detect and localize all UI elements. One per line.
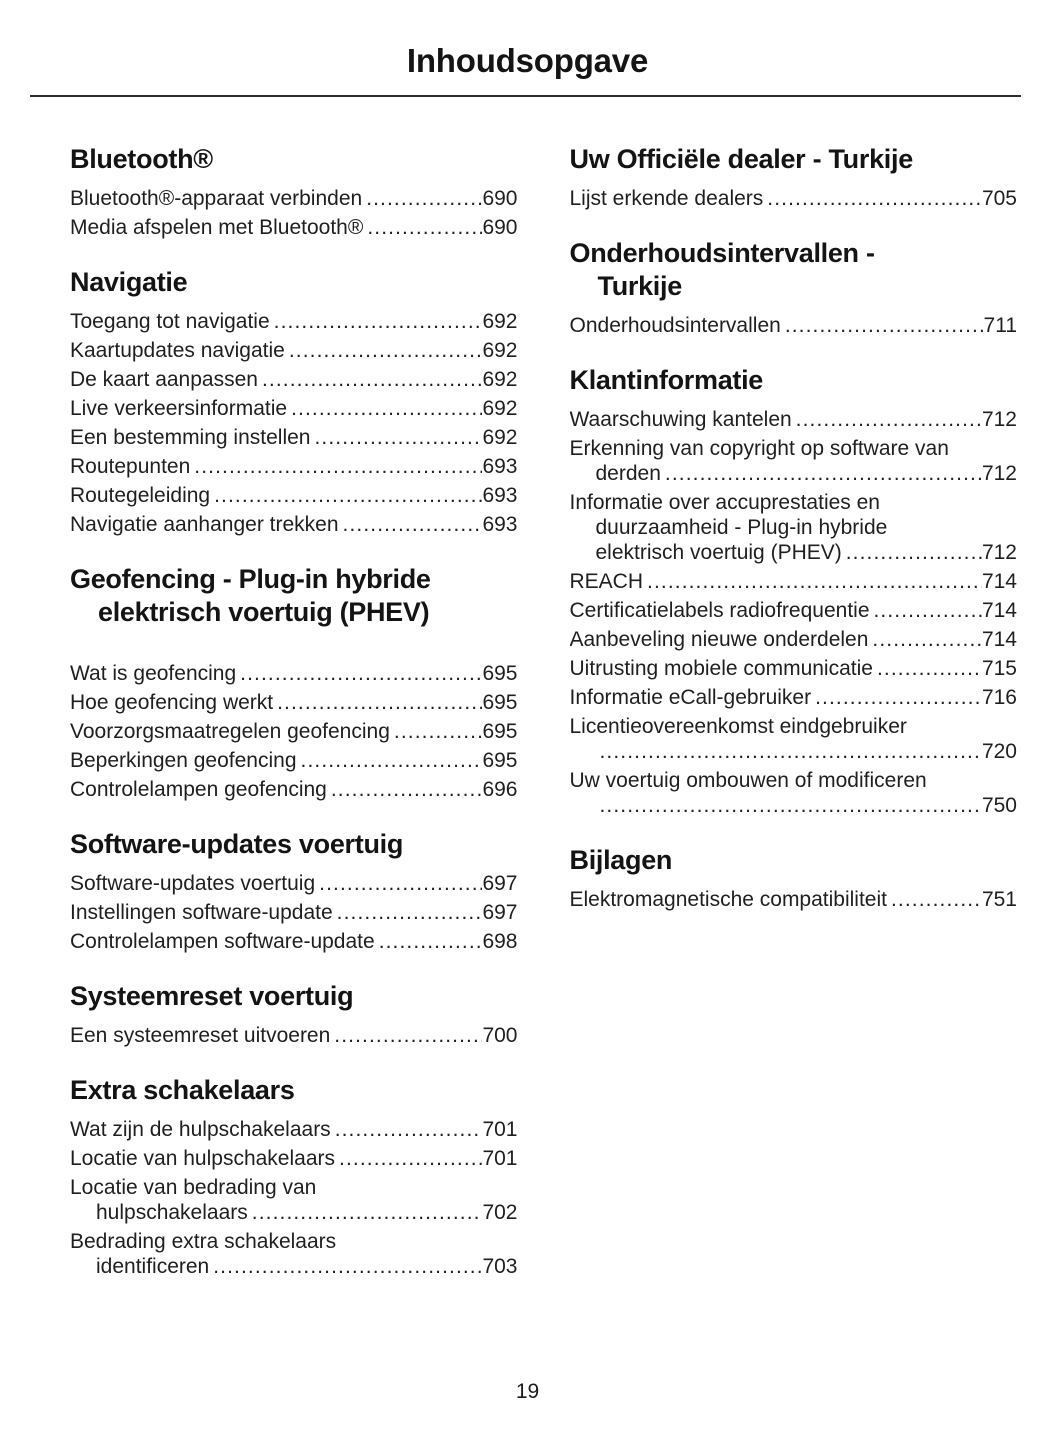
toc-section — [70, 980, 518, 1048]
toc-entry — [570, 490, 1018, 565]
page-title: Inhoudsopgave — [406, 42, 649, 79]
entry-label: Uitrusting mobiele communicatie — [569, 657, 873, 680]
toc-entry — [70, 929, 518, 954]
dot-leader — [846, 540, 982, 565]
section-heading — [70, 563, 518, 629]
toc-entry — [570, 436, 1018, 486]
entry-dotted-line — [570, 793, 1018, 818]
entry-dotted-line — [70, 719, 518, 744]
toc-entry — [570, 569, 1018, 594]
section-heading-line: Bluetooth® — [70, 144, 213, 174]
toc-entry — [70, 719, 518, 744]
toc-section — [70, 143, 518, 240]
section-heading — [570, 364, 1018, 397]
entry-label: Bluetooth®-apparaat verbinden — [70, 187, 363, 210]
section-heading-line: Onderhoudsintervallen - — [569, 238, 875, 268]
entry-dotted-line — [70, 777, 518, 802]
dot-leader — [891, 887, 982, 912]
dot-leader — [291, 396, 482, 421]
section-heading-line: Extra schakelaars — [70, 1075, 295, 1105]
entry-label: Voorzorgsmaatregelen geofencing — [70, 720, 390, 743]
entry-label: identificeren — [96, 1255, 210, 1278]
toc-section — [570, 844, 1018, 912]
section-heading-line: Geofencing - Plug-in hybride — [70, 564, 431, 594]
toc-entry — [570, 407, 1018, 432]
toc-entry — [70, 1175, 518, 1225]
entry-label: Waarschuwing kantelen — [569, 408, 792, 431]
dot-leader — [314, 425, 482, 450]
entry-page-number: 693 — [482, 513, 518, 536]
dot-leader — [274, 309, 483, 334]
entry-dotted-line — [70, 215, 518, 240]
toc-entry — [70, 661, 518, 686]
section-entries — [570, 407, 1018, 818]
toc-columns — [0, 97, 1055, 1380]
toc-entry — [70, 338, 518, 363]
dot-leader — [213, 1254, 482, 1279]
toc-section — [70, 563, 518, 802]
entry-page-number: 693 — [482, 455, 518, 478]
entry-label: Navigatie aanhanger trekken — [70, 513, 339, 536]
dot-leader — [214, 483, 482, 508]
entry-dotted-line — [70, 338, 518, 363]
entry-label: Elektromagnetische compatibiliteit — [569, 888, 887, 911]
entry-page-number: 714 — [981, 570, 1017, 593]
toc-entry — [70, 367, 518, 392]
section-heading — [70, 1074, 518, 1107]
entry-dotted-line — [570, 186, 1018, 211]
entry-page-number: 701 — [482, 1147, 518, 1170]
entry-dotted-line — [70, 483, 518, 508]
entry-text-line: Erkenning van copyright op software van — [569, 437, 949, 460]
entry-label: Certificatielabels radiofrequentie — [569, 599, 870, 622]
entry-dotted-line — [570, 598, 1018, 623]
toc-section — [570, 237, 1018, 338]
entry-label: Wat is geofencing — [70, 662, 237, 685]
entry-page-number: 697 — [482, 872, 518, 895]
toc-section — [70, 828, 518, 954]
toc-entry — [70, 1146, 518, 1171]
toc-entry — [570, 598, 1018, 623]
toc-entry — [70, 425, 518, 450]
entry-page-number: 714 — [981, 628, 1017, 651]
toc-entry — [70, 483, 518, 508]
section-heading — [70, 266, 518, 299]
toc-section — [570, 143, 1018, 211]
entry-dotted-line — [570, 540, 1018, 565]
toc-entry — [570, 656, 1018, 681]
entry-dotted-line — [70, 1254, 518, 1279]
entry-dotted-line — [570, 887, 1018, 912]
toc-entry — [70, 396, 518, 421]
entry-page-number: 700 — [482, 1024, 518, 1047]
dot-leader — [877, 656, 982, 681]
entry-page-number: 690 — [482, 187, 518, 210]
entry-page-number: 712 — [981, 408, 1017, 431]
dot-leader — [874, 598, 982, 623]
toc-entry — [70, 215, 518, 240]
entry-page-number: 695 — [482, 720, 518, 743]
dot-leader — [394, 719, 483, 744]
entry-dotted-line — [70, 661, 518, 686]
section-heading-line: Uw Officiële dealer - Turkije — [569, 144, 913, 174]
section-heading-line: Navigatie — [70, 267, 188, 297]
entry-text-line: Bedrading extra schakelaars — [70, 1230, 337, 1253]
entry-text-line: Locatie van bedrading van — [70, 1176, 317, 1199]
entry-label: Wat zijn de hulpschakelaars — [70, 1118, 331, 1141]
toc-entry — [570, 186, 1018, 211]
dot-leader — [366, 186, 482, 211]
entry-dotted-line — [70, 367, 518, 392]
entry-label: hulpschakelaars — [96, 1201, 248, 1224]
entry-dotted-line — [70, 454, 518, 479]
entry-label: Aanbeveling nieuwe onderdelen — [569, 628, 869, 651]
section-entries — [70, 871, 518, 954]
entry-page-number: 695 — [482, 749, 518, 772]
toc-entry — [70, 1023, 518, 1048]
entry-label: Hoe geofencing werkt — [70, 691, 274, 714]
section-heading-line: Klantinformatie — [569, 365, 764, 395]
entry-page-number: 701 — [482, 1118, 518, 1141]
toc-entry — [70, 748, 518, 773]
dot-leader — [796, 407, 982, 432]
entry-page-number: 751 — [981, 888, 1017, 911]
section-heading — [70, 980, 518, 1013]
entry-label: Controlelampen geofencing — [70, 778, 327, 801]
toc-section — [70, 1074, 518, 1279]
entry-label: Beperkingen geofencing — [70, 749, 297, 772]
entry-label: Onderhoudsintervallen — [569, 314, 781, 337]
entry-dotted-line — [570, 569, 1018, 594]
toc-entry — [570, 627, 1018, 652]
section-heading — [70, 143, 518, 176]
entry-page-number: 720 — [981, 740, 1017, 763]
entry-page-number: 712 — [981, 462, 1017, 485]
entry-dotted-line — [70, 1146, 518, 1171]
entry-dotted-line — [70, 900, 518, 925]
entry-page-number: 712 — [981, 541, 1017, 564]
entry-page-number: 692 — [482, 426, 518, 449]
entry-label: Locatie van hulpschakelaars — [70, 1147, 336, 1170]
section-heading-line: Software-updates voertuig — [70, 829, 404, 859]
entry-dotted-line — [70, 186, 518, 211]
dot-leader — [334, 1023, 482, 1048]
entry-page-number: 703 — [482, 1255, 518, 1278]
dot-leader — [301, 748, 483, 773]
dot-leader — [337, 900, 483, 925]
section-entries — [570, 186, 1018, 211]
toc-entry — [570, 768, 1018, 818]
toc-entry — [70, 186, 518, 211]
toc-entry — [70, 1229, 518, 1279]
toc-column-left — [70, 143, 518, 1283]
entry-label: Controlelampen software-update — [70, 930, 375, 953]
page-number: 19 — [515, 1380, 540, 1403]
entry-dotted-line — [570, 627, 1018, 652]
dot-leader — [277, 690, 482, 715]
entry-dotted-line — [70, 1023, 518, 1048]
entry-dotted-line — [70, 1117, 518, 1142]
entry-page-number: 695 — [482, 691, 518, 714]
toc-entry — [70, 1117, 518, 1142]
dot-leader — [872, 627, 982, 652]
section-heading — [570, 844, 1018, 877]
entry-label: Toegang tot navigatie — [70, 310, 270, 333]
toc-entry — [570, 313, 1018, 338]
entry-page-number: 693 — [482, 484, 518, 507]
dot-leader — [367, 215, 482, 240]
section-entries — [570, 887, 1018, 912]
entry-label: elektrisch voertuig (PHEV) — [595, 541, 842, 564]
entry-page-number: 696 — [482, 778, 518, 801]
entry-label: Een systeemreset uitvoeren — [70, 1024, 331, 1047]
dot-leader — [262, 367, 482, 392]
toc-section — [570, 364, 1018, 818]
dot-leader — [665, 461, 982, 486]
entry-dotted-line — [70, 748, 518, 773]
toc-entry — [70, 900, 518, 925]
dot-leader — [319, 871, 482, 896]
dot-leader — [379, 929, 483, 954]
entry-dotted-line — [70, 690, 518, 715]
entry-dotted-line — [70, 1200, 518, 1225]
entry-dotted-line — [70, 309, 518, 334]
entry-dotted-line — [70, 512, 518, 537]
entry-label: Kaartupdates navigatie — [70, 339, 285, 362]
entry-page-number: 692 — [482, 339, 518, 362]
entry-dotted-line — [570, 461, 1018, 486]
entry-label: Live verkeersinformatie — [70, 397, 288, 420]
section-entries — [70, 1023, 518, 1048]
section-heading-line: Systeemreset voertuig — [70, 981, 354, 1011]
dot-leader — [647, 569, 982, 594]
section-heading-line: Bijlagen — [569, 845, 673, 875]
entry-label: Routegeleiding — [70, 484, 211, 507]
dot-leader — [240, 661, 482, 686]
section-heading — [570, 143, 1018, 176]
dot-leader — [252, 1200, 483, 1225]
entry-page-number: 692 — [482, 368, 518, 391]
entry-label: derden — [595, 462, 661, 485]
dot-leader — [600, 739, 982, 764]
dot-leader — [600, 793, 982, 818]
entry-page-number: 711 — [983, 314, 1017, 337]
entry-page-number: 690 — [482, 216, 518, 239]
section-entries — [70, 661, 518, 802]
entry-text-line: Uw voertuig ombouwen of modificeren — [569, 769, 927, 792]
entry-dotted-line — [570, 407, 1018, 432]
entry-label: De kaart aanpassen — [70, 368, 258, 391]
dot-leader — [339, 1146, 482, 1171]
entry-label: Een bestemming instellen — [70, 426, 311, 449]
entry-page-number: 714 — [981, 599, 1017, 622]
toc-entry — [570, 685, 1018, 710]
entry-page-number: 692 — [482, 310, 518, 333]
dot-leader — [815, 685, 982, 710]
section-entries — [70, 309, 518, 537]
entry-page-number: 750 — [981, 794, 1017, 817]
entry-dotted-line — [570, 739, 1018, 764]
entry-page-number: 698 — [482, 930, 518, 953]
section-heading — [570, 237, 1018, 303]
entry-text-line: Informatie over accuprestaties en — [569, 491, 880, 514]
entry-page-number: 692 — [482, 397, 518, 420]
toc-entry — [70, 512, 518, 537]
entry-label: Software-updates voertuig — [70, 872, 316, 895]
entry-page-number: 697 — [482, 901, 518, 924]
section-heading-line: elektrisch voertuig (PHEV) — [98, 597, 430, 627]
toc-entry — [70, 454, 518, 479]
entry-dotted-line — [70, 425, 518, 450]
entry-label: Lijst erkende dealers — [569, 187, 764, 210]
entry-dotted-line — [70, 929, 518, 954]
toc-entry — [70, 871, 518, 896]
dot-leader — [767, 186, 982, 211]
entry-text-line: duurzaamheid - Plug-in hybride — [595, 516, 888, 539]
entry-page-number: 716 — [981, 686, 1017, 709]
entry-dotted-line — [570, 685, 1018, 710]
section-entries — [570, 313, 1018, 338]
entry-label: Informatie eCall-gebruiker — [569, 686, 812, 709]
entry-page-number: 702 — [482, 1201, 518, 1224]
entry-label: REACH — [569, 570, 644, 593]
dot-leader — [194, 454, 482, 479]
entry-text-line: Licentieovereenkomst eindgebruiker — [569, 715, 907, 738]
dot-leader — [331, 777, 483, 802]
entry-label: Routepunten — [70, 455, 191, 478]
dot-leader — [343, 512, 483, 537]
toc-entry — [570, 714, 1018, 764]
entry-page-number: 705 — [981, 187, 1017, 210]
toc-entry — [70, 690, 518, 715]
entry-page-number: 715 — [981, 657, 1017, 680]
section-entries — [70, 186, 518, 240]
toc-column-right — [570, 143, 1018, 916]
dot-leader — [785, 313, 984, 338]
section-heading-line: Turkije — [597, 271, 682, 301]
dot-leader — [289, 338, 483, 363]
toc-section — [70, 266, 518, 537]
toc-entry — [70, 309, 518, 334]
toc-entry — [570, 887, 1018, 912]
section-entries — [70, 1117, 518, 1279]
entry-dotted-line — [570, 656, 1018, 681]
entry-dotted-line — [70, 396, 518, 421]
entry-dotted-line — [570, 313, 1018, 338]
entry-label: Instellingen software-update — [70, 901, 333, 924]
dot-leader — [335, 1117, 483, 1142]
entry-label: Media afspelen met Bluetooth® — [70, 216, 364, 239]
entry-dotted-line — [70, 871, 518, 896]
section-heading — [70, 828, 518, 861]
entry-page-number: 695 — [482, 662, 518, 685]
toc-entry — [70, 777, 518, 802]
